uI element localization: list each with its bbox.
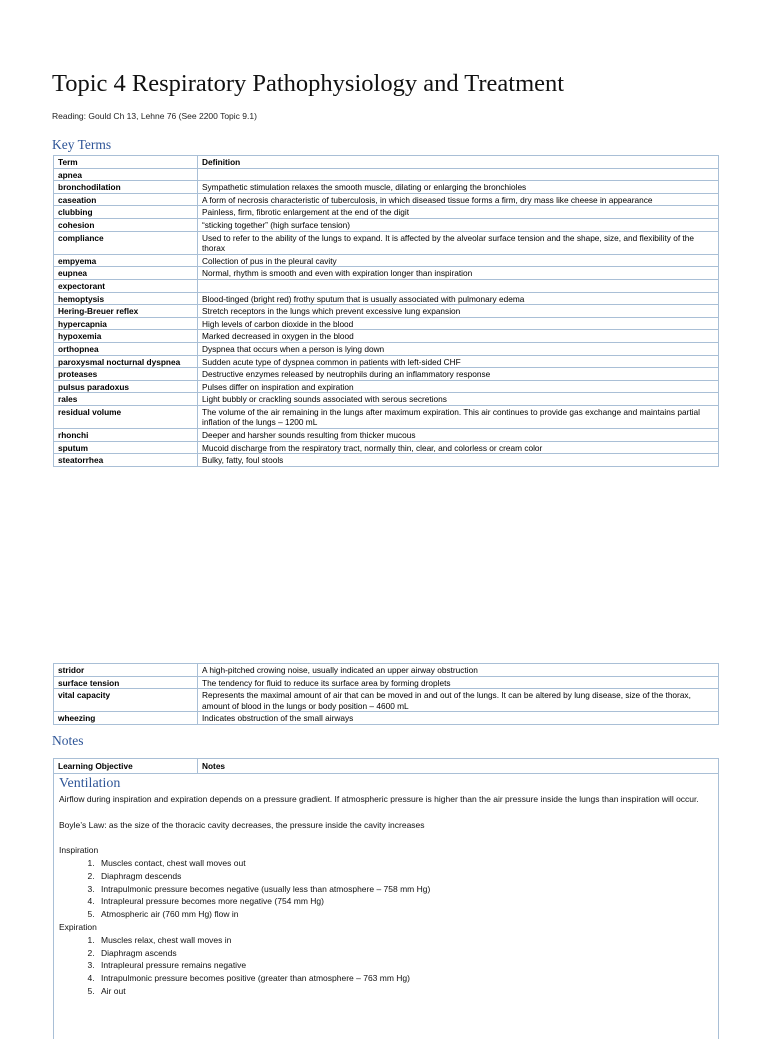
table-row <box>54 218 719 231</box>
table-row <box>54 405 719 428</box>
term-cell: paroxysmal nocturnal dyspnea <box>54 355 198 368</box>
term-cell: sputum <box>54 441 198 454</box>
definition-column-header: Definition <box>198 156 719 169</box>
term-cell: compliance <box>54 231 198 254</box>
list-item: 1. Muscles relax, chest wall moves in <box>97 934 713 947</box>
term-column-header: Term <box>54 156 198 169</box>
list-item: 3. Intrapleural pressure remains negative <box>97 959 713 972</box>
term-cell: pulsus paradoxus <box>54 380 198 393</box>
notes-column-header: Notes <box>202 761 226 771</box>
table-row <box>54 342 719 355</box>
table-row <box>54 168 719 181</box>
term-cell: rales <box>54 393 198 406</box>
list-item: 2. Diaphragm descends <box>97 870 713 883</box>
definition-cell: Indicates obstruction of the small airways <box>198 712 719 725</box>
notes-heading: Notes <box>52 733 84 748</box>
expiration-steps-list <box>59 934 713 998</box>
definition-cell: High levels of carbon dioxide in the blood <box>198 317 719 330</box>
definition-cell: Sympathetic stimulation relaxes the smooth muscle, dilating or enlarging the bronchioles <box>198 181 719 194</box>
term-cell: wheezing <box>54 712 198 725</box>
term-cell: hemoptysis <box>54 292 198 305</box>
definition-cell <box>198 168 719 181</box>
inspiration-label: Inspiration <box>59 845 99 856</box>
list-item: 5. Atmospheric air (760 mm Hg) flow in <box>97 908 713 921</box>
definition-cell: Stretch receptors in the lungs which prevent excessive lung expansion <box>198 305 719 318</box>
table-row <box>54 429 719 442</box>
table-row <box>54 193 719 206</box>
definition-cell <box>198 279 719 292</box>
table-row <box>54 355 719 368</box>
expiration-label: Expiration <box>59 921 97 932</box>
definition-cell: Mucoid discharge from the respiratory tract, normally thin, clear, and colorless or cream color <box>198 441 719 454</box>
table-row <box>54 676 719 689</box>
key-terms-heading: Key Terms <box>52 137 112 152</box>
reading-reference: Reading: Gould Ch 13, Lehne 76 (See 2200 Topic 9.1) <box>52 111 257 121</box>
table-row <box>54 267 719 280</box>
inspiration-steps-list <box>59 857 713 921</box>
table-row <box>54 292 719 305</box>
ventilation-paragraph: Airflow during inspiration and expiration depends on a pressure gradient. If atmospheric pressure is higher than the air pressure inside the lungs than inspiration will occur. <box>59 794 699 804</box>
table-row <box>54 454 719 467</box>
table-row <box>54 380 719 393</box>
definition-cell: A high-pitched crowing noise, usually indicated an upper airway obstruction <box>198 664 719 677</box>
list-item: 4. Intrapulmonic pressure becomes positive (greater than atmosphere – 763 mm Hg) <box>97 972 713 985</box>
ventilation-heading: Ventilation <box>59 776 121 791</box>
definition-cell: “sticking together” (high surface tension) <box>198 218 719 231</box>
term-cell: proteases <box>54 368 198 381</box>
definition-cell: A form of necrosis characteristic of tuberculosis, in which diseased tissue forms a firm, dry mass like cheese in appearance <box>198 193 719 206</box>
table-row <box>54 231 719 254</box>
page-title: Topic 4 Respiratory Pathophysiology and Treatment <box>52 70 565 97</box>
table-row <box>54 206 719 219</box>
term-cell: bronchodilation <box>54 181 198 194</box>
key-terms-table <box>53 155 719 467</box>
definition-cell: Dyspnea that occurs when a person is lying down <box>198 342 719 355</box>
table-row <box>54 305 719 318</box>
definition-cell: Collection of pus in the pleural cavity <box>198 254 719 267</box>
definition-cell: Used to refer to the ability of the lungs to expand. It is affected by the alveolar surface tension and the shape, size, and flexibility of the thorax <box>198 231 719 254</box>
term-cell: hypoxemia <box>54 330 198 343</box>
table-row <box>54 368 719 381</box>
table-row <box>54 279 719 292</box>
list-item: 1. Muscles contact, chest wall moves out <box>97 857 713 870</box>
table-row <box>54 441 719 454</box>
table-row <box>54 689 719 712</box>
key-terms-table-continued <box>53 663 719 725</box>
table-row <box>54 393 719 406</box>
list-item: 3. Intrapulmonic pressure becomes negative (usually less than atmosphere – 758 mm Hg) <box>97 883 713 896</box>
definition-cell: Pulses differ on inspiration and expiration <box>198 380 719 393</box>
boyles-law-paragraph: Boyle’s Law: as the size of the thoracic cavity decreases, the pressure inside the cavity increases <box>59 819 425 830</box>
term-cell: hypercapnia <box>54 317 198 330</box>
notes-table <box>53 758 719 1039</box>
term-cell: Hering-Breuer reflex <box>54 305 198 318</box>
definition-cell: Represents the maximal amount of air that can be moved in and out of the lungs. It can be altered by lung disease, size of the thorax, amount of blood in the lungs or body position – 4600 mL <box>198 689 719 712</box>
table-row <box>54 330 719 343</box>
term-cell: caseation <box>54 193 198 206</box>
term-cell: residual volume <box>54 405 198 428</box>
term-cell: surface tension <box>54 676 198 689</box>
definition-cell: Light bubbly or crackling sounds associated with serous secretions <box>198 393 719 406</box>
list-item: 2. Diaphragm ascends <box>97 947 713 960</box>
definition-cell: Deeper and harsher sounds resulting from thicker mucous <box>198 429 719 442</box>
definition-cell: Sudden acute type of dyspnea common in patients with left-sided CHF <box>198 355 719 368</box>
list-item: 4. Intrapleural pressure becomes more negative (754 mm Hg) <box>97 895 713 908</box>
definition-cell: Marked decreased in oxygen in the blood <box>198 330 719 343</box>
table-row <box>54 254 719 267</box>
notes-header-row <box>54 759 718 774</box>
table-row <box>54 664 719 677</box>
learning-objective-header: Learning Objective <box>54 759 198 773</box>
definition-cell: The volume of the air remaining in the lungs after maximum expiration. This air continues to provide gas exchange and maintains partial inflation of the lungs – 1200 mL <box>198 405 719 428</box>
term-cell: steatorrhea <box>54 454 198 467</box>
list-item: 5. Air out <box>97 985 713 998</box>
term-cell: cohesion <box>54 218 198 231</box>
term-cell: apnea <box>54 168 198 181</box>
definition-cell: Bulky, fatty, foul stools <box>198 454 719 467</box>
table-header-row <box>54 156 719 169</box>
table-row <box>54 317 719 330</box>
definition-cell: Normal, rhythm is smooth and even with expiration longer than inspiration <box>198 267 719 280</box>
table-row <box>54 181 719 194</box>
definition-cell: Blood-tinged (bright red) frothy sputum that is usually associated with pulmonary edema <box>198 292 719 305</box>
definition-cell: Painless, firm, fibrotic enlargement at the end of the digit <box>198 206 719 219</box>
term-cell: eupnea <box>54 267 198 280</box>
term-cell: rhonchi <box>54 429 198 442</box>
term-cell: expectorant <box>54 279 198 292</box>
definition-cell: Destructive enzymes released by neutrophils during an inflammatory response <box>198 368 719 381</box>
definition-cell: The tendency for fluid to reduce its surface area by forming droplets <box>198 676 719 689</box>
term-cell: orthopnea <box>54 342 198 355</box>
term-cell: vital capacity <box>54 689 198 712</box>
term-cell: empyema <box>54 254 198 267</box>
table-row <box>54 712 719 725</box>
term-cell: stridor <box>54 664 198 677</box>
notes-body <box>54 775 718 998</box>
term-cell: clubbing <box>54 206 198 219</box>
